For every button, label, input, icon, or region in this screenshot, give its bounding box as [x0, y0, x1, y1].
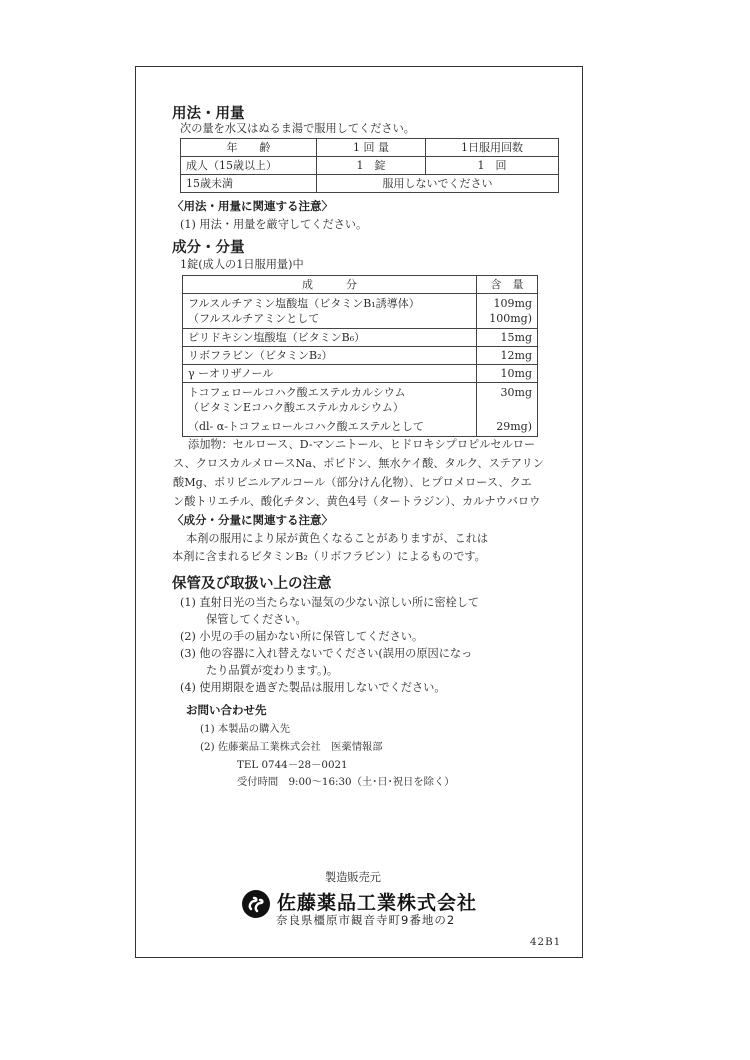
ingredients-table [182, 275, 538, 437]
contact-hours: 受付時間 9:00～16:30（土･日･祝日を除く） [237, 776, 455, 788]
ingredient-name: フルスルチアミン塩酸塩（ビタミンB₁誘導体） [188, 297, 420, 310]
storage-title: 保管及び取扱い上の注意 [172, 576, 332, 592]
table-row [183, 276, 538, 294]
storage-line: (1) 直射日光の当たらない湿気の少ない涼しい所に密栓して [180, 596, 480, 609]
ingredient-name: （dl- α-トコフェロールコハク酸エステルとして [188, 420, 424, 433]
ingredient-amount: 15mg [477, 329, 538, 347]
table-row [181, 139, 559, 157]
table-header: 含 量 [477, 276, 538, 294]
ingredient-amount: 100mg) [489, 312, 532, 325]
storage-line: (2) 小児の手の届かない所に保管してください。 [180, 630, 424, 643]
ingredient-name: トコフェロールコハク酸エステルカルシウム [188, 386, 406, 399]
storage-line: (3) 他の容器に入れ替えないでください(誤用の原因になっ [180, 647, 473, 660]
ingredient-amount: 29mg) [496, 420, 532, 433]
ingredients-note-title: 〈成分・分量に関連する注意〉 [172, 513, 333, 527]
storage-line: 保管してください。 [206, 613, 307, 626]
company-address: 奈良県橿原市観音寺町9番地の2 [276, 913, 456, 927]
additives-line: ス、クロスカルメロースNa、ポビドン、無水ケイ酸、タルク、ステアリン [173, 457, 544, 470]
usage-note-item: (1) 用法・用量を厳守してください。 [180, 218, 368, 231]
ingredient-amount: 30mg [500, 386, 532, 399]
table-header: 年 齢 [181, 139, 317, 157]
table-row [183, 294, 538, 329]
ingredient-name: γ ーオリザノール [183, 365, 477, 383]
company-logo-icon [242, 890, 270, 918]
table-header: 成 分 [183, 276, 477, 294]
contact-item: (1) 本製品の購入先 [200, 723, 290, 735]
ingredients-title: 成分・分量 [172, 240, 245, 256]
table-row [183, 383, 538, 437]
usage-title: 用法・用量 [172, 106, 245, 122]
ingredient-name: （フルスルチアミンとして [188, 312, 320, 325]
usage-intro: 次の量を水又はぬるま湯で服用してください。 [180, 122, 415, 135]
document-code: 42B1 [530, 936, 562, 948]
contact-tel: TEL 0744－28－0021 [237, 759, 348, 771]
usage-note-title: 〈用法・用量に関連する注意〉 [172, 199, 333, 213]
ingredient-name: （ビタミンEコハク酸エステルカルシウム） [188, 401, 404, 414]
ingredient-name: リボフラビン（ビタミンB₂） [183, 347, 477, 365]
additives-line: ン酸トリエチル、酸化チタン、黄色4号（タートラジン）、カルナウバロウ [173, 495, 541, 508]
table-header: 1日服用回数 [426, 139, 559, 157]
ingredient-amount: 12mg [477, 347, 538, 365]
table-cell: 成人（15歳以上） [181, 157, 317, 175]
ingredients-note-line: 本剤の服用により尿が黄色くなることがありますが、これは [186, 532, 489, 545]
table-row [183, 347, 538, 365]
ingredient-name: ピリドキシン塩酸塩（ビタミンB₆） [183, 329, 477, 347]
contact-title: お問い合わせ先 [186, 703, 267, 717]
table-cell: 1 錠 [317, 157, 426, 175]
table-row [181, 157, 559, 175]
table-cell: 1 回 [426, 157, 559, 175]
table-row [183, 329, 538, 347]
ingredient-amount [482, 400, 532, 415]
storage-line: たり品質が変わります。)。 [206, 664, 339, 677]
dosage-table [180, 138, 559, 193]
ingredient-amount: 10mg [477, 365, 538, 383]
storage-line: (4) 使用期限を過ぎた製品は服用しないでください。 [180, 681, 446, 694]
manufacturer-label: 製造販売元 [325, 871, 381, 884]
table-row [183, 365, 538, 383]
table-row [181, 175, 559, 193]
additives-line: 添加物：セルロース、D-マンニトール、ヒドロキシプロピルセルロー [188, 438, 536, 451]
contact-item: (2) 佐藤薬品工業株式会社 医薬情報部 [200, 741, 383, 753]
company-name: 佐藤薬品工業株式会社 [277, 892, 478, 914]
additives-line: 酸Mg、ポリビニルアルコール（部分けん化物）、ヒプロメロース、クエ [173, 476, 532, 489]
table-cell: 服用しないでください [317, 175, 559, 193]
table-cell: 15歳未満 [181, 175, 317, 193]
ingredient-amount: 109mg [493, 297, 532, 310]
ingredients-intro: 1錠(成人の1日服用量)中 [180, 258, 304, 271]
ingredients-note-line: 本剤に含まれるビタミンB₂（リボフラビン）によるものです。 [172, 550, 486, 563]
table-header: 1 回 量 [317, 139, 426, 157]
